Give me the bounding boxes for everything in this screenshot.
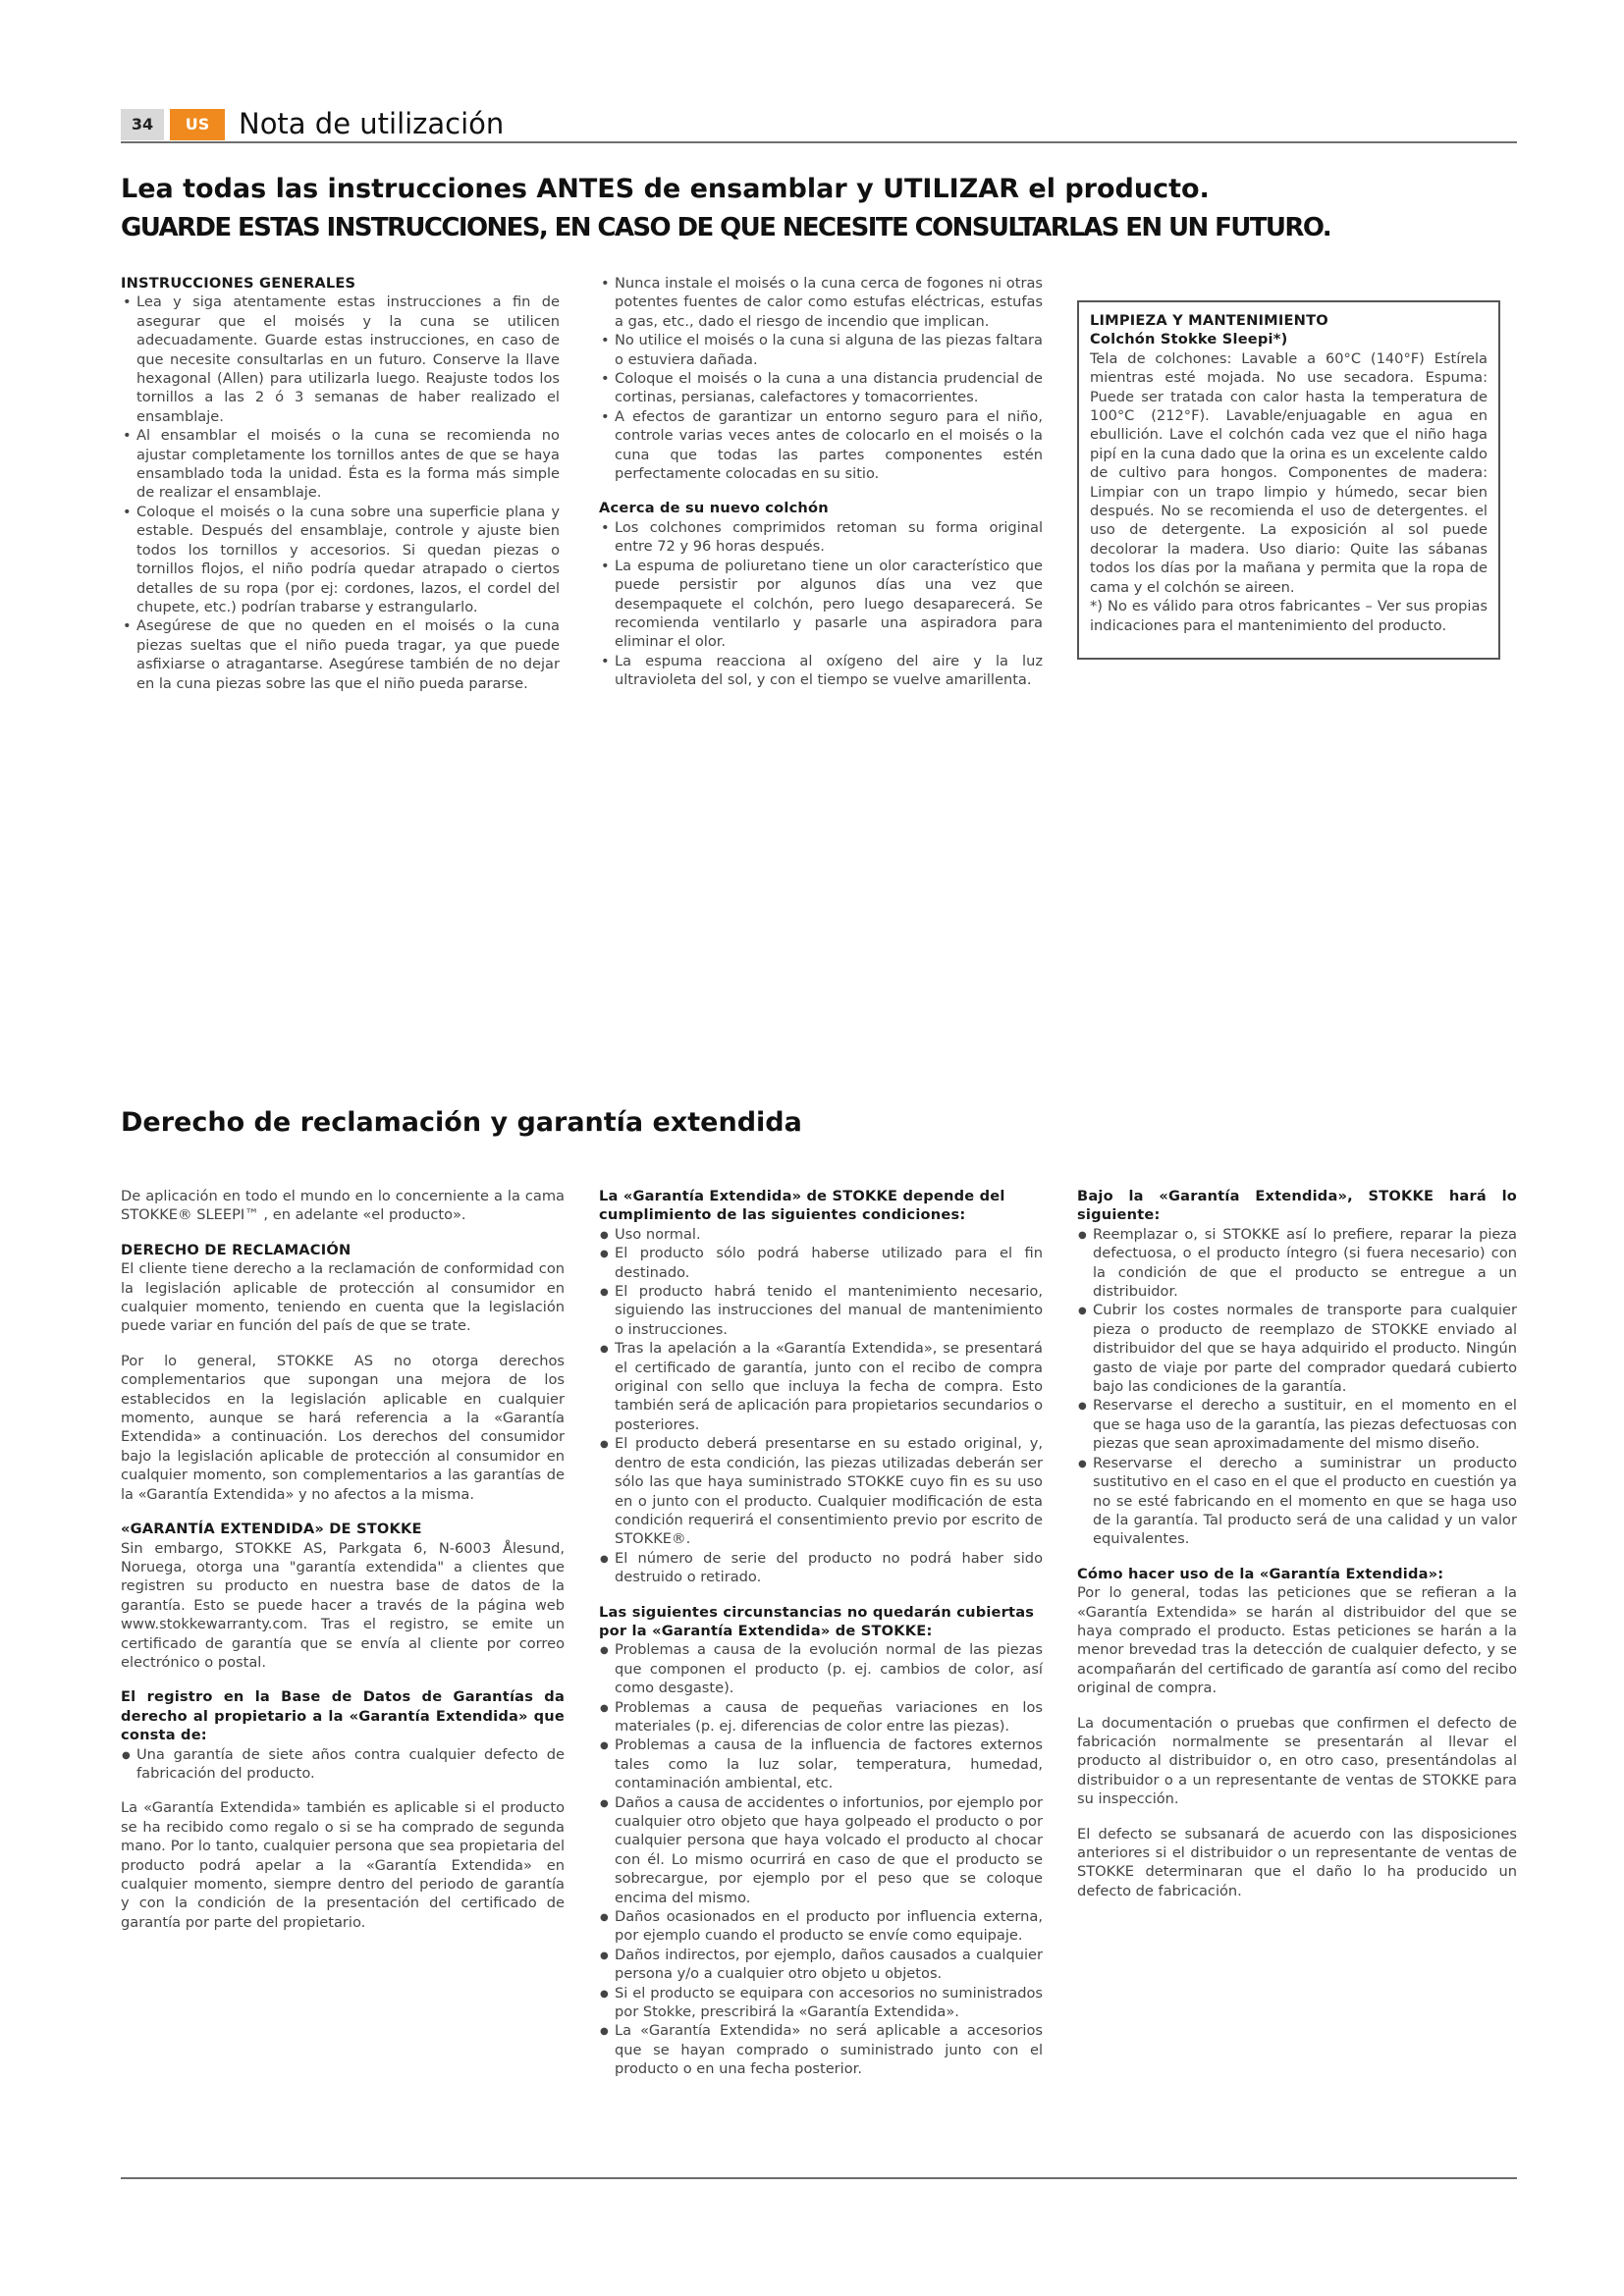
language-badge: US bbox=[170, 109, 225, 140]
claim-paragraph-2: Por lo general, STOKKE AS no otorga derechos complementarios que supongan una mejora de los establecidos en la legislación aplicable en cualquier momento, aunque se hará referencia a la «Garantía Extendida» a continuación. Los derechos del consumidor bajo la legislación aplicable de protección al consumidor en cualquier momento, son complementarios a las garantías de la «Garantía Extendida» y no afectos a la misma. bbox=[121, 1352, 565, 1503]
list-item: ● Cubrir los costes normales de transporte para cualquier pieza o producto de reemplazo de STOKKE enviado al distribuidor del que se haya adquirido el producto. Ningún gasto de viaje por parte del comprador quedará cubierto bajo las condiciones de la garantía. bbox=[1077, 1301, 1517, 1396]
list-item: • La espuma de poliuretano tiene un olor característico que puede persistir por algunos días una vez que desempaquete el colchón, pero luego desaparecerá. Se recomienda ventilarlo y pasarle una aspiradora para eliminar el olor. bbox=[599, 557, 1043, 652]
conditions-list bbox=[599, 1225, 1043, 1587]
mattress-list bbox=[599, 518, 1043, 690]
how-to-use-paragraph-2: La documentación o pruebas que confirmen el defecto de fabricación normalmente se presentarán al llevar el producto al distribuidor o, en otro caso, presentándolas al distribuidor o a un representante de ventas de STOKKE para su inspección. bbox=[1077, 1714, 1517, 1808]
list-item: • No utilice el moisés o la cuna si alguna de las piezas faltara o estuviera dañada. bbox=[599, 331, 1043, 369]
mattress-heading: Acerca de su nuevo colchón bbox=[599, 500, 829, 517]
cleaning-subheading: Colchón Stokke Sleepi*) bbox=[1090, 331, 1288, 348]
list-item: • Nunca instale el moisés o la cuna cerca de fogones ni otras potentes fuentes de calor como estufas eléctricas, estufas a gas, etc., dado el riesgo de incendio que implican. bbox=[599, 274, 1043, 331]
list-item: ● Problemas a causa de pequeñas variaciones en los materiales (p. ej. diferencias de color entre las piezas). bbox=[599, 1698, 1043, 1736]
list-item: • Coloque el moisés o la cuna a una distancia prudencial de cortinas, persianas, calefactores y tomacorrientes. bbox=[599, 369, 1043, 407]
list-item: ● Reservarse el derecho a sustituir, en el momento en el que se haga uso de la garantía, las piezas defectuosas con piezas que sean aproximadamente del mismo diseño. bbox=[1077, 1396, 1517, 1453]
claim-heading: DERECHO DE RECLAMACIÓN bbox=[121, 1241, 352, 1258]
how-to-use-paragraph-1: Por lo general, todas las peticiones que se refieran a la «Garantía Extendida» se harán al distribuidor del que se haya comprado el producto. Estas peticiones se harán a la menor brevedad tras la detección de cualquier defecto, y se acompañarán del certificado de garantía así como del recibo original de compra. bbox=[1077, 1584, 1517, 1697]
list-item: • Coloque el moisés o la cuna sobre una superficie plana y estable. Después del ensamblaje, controle y ajuste bien todos los tornillos y accesorios. Si quedan piezas o tornillos flojos, el niño podría quedar atrapado o ciertos detalles de su ropa (por ej: cordones, lazos, el cordel del chupete, etc.) podrían trabarse y estrangularlo. bbox=[121, 503, 560, 616]
instructions-column-2 bbox=[599, 274, 1043, 690]
warranty-intro: De aplicación en todo el mundo en lo concerniente a la cama STOKKE® SLEEPI™ , en adelante «el producto». bbox=[121, 1188, 565, 1224]
list-item: ● Daños ocasionados en el producto por influencia externa, por ejemplo cuando el producto se envíe como equipaje. bbox=[599, 1907, 1043, 1946]
warranty-column-3 bbox=[1077, 1187, 1517, 1900]
list-item: • A efectos de garantizar un entorno seguro para el niño, controle varias veces antes de colocarlo en el moisés o la cuna que todas las partes componentes estén perfectamente colocadas en su sitio. bbox=[599, 407, 1043, 484]
list-item: • Lea y siga atentamente estas instrucciones a fin de asegurar que el moisés y la cuna se utilicen adecuadamente. Guarde estas instrucciones, en caso de que necesite consultarlas en un futuro. Conserve la llave hexagonal (Allen) para utilizarla luego. Reajuste todos los tornillos a las 2 ó 3 semanas de haber realizado el ensamblaje. bbox=[121, 293, 560, 426]
list-item: • Asegúrese de que no queden en el moisés o la cuna piezas sueltas que el niño pueda tragar, ya que puede asfixiarse o atragantarse. Asegúrese también de no dejar en la cuna piezas sobre las que el niño pueda pararse. bbox=[121, 616, 560, 693]
registration-heading: El registro en la Base de Datos de Garantías da derecho al propietario a la «Garantía Extendida» que consta de: bbox=[121, 1688, 565, 1744]
list-item: ● Tras la apelación a la «Garantía Extendida», se presentará el certificado de garantía, junto con el recibo de compra original con sello que incluya la fecha de compra. Esto también será de aplicación para propietarios secundarios o posteriores. bbox=[599, 1339, 1043, 1434]
list-item: ● El producto deberá presentarse en su estado original, y, dentro de esta condición, las piezas utilizadas deberán ser sólo las que haya suministrado STOKKE cuyo fin es su uso en o junto con el producto. Cualquier modificación de esta condición requerirá el consentimiento previo por escrito de STOKKE®. bbox=[599, 1434, 1043, 1548]
list-item: ● Problemas a causa de la influencia de factores externos tales como la luz solar, temperatura, humedad, contaminación ambiental, etc. bbox=[599, 1735, 1043, 1792]
how-to-use-paragraph-3: El defecto se subsanará de acuerdo con las disposiciones anteriores si el distribuidor o un representante de ventas de STOKKE determinaran que el daño lo ha producido un defecto de fabricación. bbox=[1077, 1825, 1517, 1899]
header-divider bbox=[121, 141, 1517, 143]
extended-warranty-paragraph-1: Sin embargo, STOKKE AS, Parkgata 6, N-6003 Ålesund, Noruega, otorga una "garantía extendida" a clientes que registren su producto en nuestra base de datos de la garantía. Esto se puede hacer a través de la página web www.stokkewarranty.com. Tras el registro, se emite un certificado de garantía que se envía al cliente por correo electrónico o postal. bbox=[121, 1539, 565, 1671]
cleaning-heading: LIMPIEZA Y MANTENIMIENTO bbox=[1090, 312, 1328, 329]
list-item: • La espuma reacciona al oxígeno del aire y la luz ultravioleta del sol, y con el tiempo se vuelve amarillenta. bbox=[599, 652, 1043, 690]
list-item: ● Una garantía de siete años contra cualquier defecto de fabricación del producto. bbox=[121, 1745, 565, 1784]
general-instructions-heading: INSTRUCCIONES GENERALES bbox=[121, 275, 356, 292]
list-item: ● Daños indirectos, por ejemplo, daños causados a cualquier persona y/o a cualquier otro objeto u objetos. bbox=[599, 1946, 1043, 1984]
warranty-section-title: Derecho de reclamación y garantía extendida bbox=[121, 1107, 802, 1138]
list-item: ● Reservarse el derecho a suministrar un producto sustitutivo en el caso en el que el producto en cuestión ya no se esté fabricando en el momento en que se haga uso de la garantía. Tal producto será de una calidad y un valor equivalentes. bbox=[1077, 1454, 1517, 1549]
headline-warning: Lea todas las instrucciones ANTES de ensamblar y UTILIZAR el producto. bbox=[121, 174, 1210, 204]
list-item: • Al ensamblar el moisés o la cuna se recomienda no ajustar completamente los tornillos antes de que se haya ensamblado toda la unidad. Ésta es la forma más simple de realizar el ensamblaje. bbox=[121, 426, 560, 503]
cleaning-note: *) No es válido para otros fabricantes – Ver sus propias indicaciones para el mantenimiento del producto. bbox=[1090, 598, 1488, 634]
list-item: ● Daños a causa de accidentes o infortunios, por ejemplo por cualquier otro objeto que haya golpeado el producto o por cualquier persona que haya volcado el producto al chocar con él. Lo mismo ocurrirá en caso de que el producto se sobrecargue, por ejemplo por el peso que se coloque encima del mismo. bbox=[599, 1793, 1043, 1907]
list-item: ● Uso normal. bbox=[599, 1225, 1043, 1244]
list-item: ● Problemas a causa de la evolución normal de las piezas que componen el producto (p. ej. cambios de color, así como desgaste). bbox=[599, 1640, 1043, 1697]
list-item: ● Si el producto se equipara con accesorios no suministrados por Stokke, prescribirá la «Garantía Extendida». bbox=[599, 1984, 1043, 2022]
claim-paragraph-1: El cliente tiene derecho a la reclamación de conformidad con la legislación aplicable de protección al consumidor en cualquier momento, teniendo en cuenta que la legislación puede variar en función del país de que se trate. bbox=[121, 1260, 565, 1335]
stokke-obligations-heading: Bajo la «Garantía Extendida», STOKKE hará lo siguiente: bbox=[1077, 1188, 1517, 1224]
page-title: Nota de utilización bbox=[239, 107, 505, 140]
extended-warranty-paragraph-2: La «Garantía Extendida» también es aplicable si el producto se ha recibido como regalo o si se ha comprado de segunda mano. Por lo tanto, cualquier persona que sea propietaria del producto podrá apelar a la «Garantía Extendida» en cualquier momento, siempre dentro del periodo de garantía y con la condición de la presentación del certificado de garantía por parte del propietario. bbox=[121, 1799, 565, 1931]
cleaning-column bbox=[1090, 311, 1488, 635]
stokke-obligations-list bbox=[1077, 1225, 1517, 1549]
page-number: 34 bbox=[121, 109, 164, 140]
list-item: • Los colchones comprimidos retoman su forma original entre 72 y 96 horas después. bbox=[599, 518, 1043, 557]
warranty-column-2 bbox=[599, 1187, 1043, 2079]
registration-list bbox=[121, 1745, 565, 1784]
exclusions-heading: Las siguientes circunstancias no quedarán cubiertas por la «Garantía Extendida» de STOKKE: bbox=[599, 1603, 1035, 1639]
list-item: ● El número de serie del producto no podrá haber sido destruido o retirado. bbox=[599, 1549, 1043, 1587]
list-item: ● El producto sólo podrá haberse utilizado para el fin destinado. bbox=[599, 1244, 1043, 1282]
list-item: ● Reemplazar o, si STOKKE así lo prefiere, reparar la pieza defectuosa, o el producto íntegro (si fuera necesario) con la condición de que el producto se entregue a un distribuidor. bbox=[1077, 1225, 1517, 1302]
headline-keep-instructions: GUARDE ESTAS INSTRUCCIONES, EN CASO DE QUE NECESITE CONSULTARLAS EN UN FUTURO. bbox=[121, 213, 1331, 242]
list-item: ● El producto habrá tenido el mantenimiento necesario, siguiendo las instrucciones del manual de mantenimiento o instrucciones. bbox=[599, 1282, 1043, 1339]
exclusions-list bbox=[599, 1640, 1043, 2078]
list-item: ● La «Garantía Extendida» no será aplicable a accesorios que se hayan comprado o suministrado junto con el producto o en una fecha posterior. bbox=[599, 2021, 1043, 2078]
cleaning-body: Tela de colchones: Lavable a 60°C (140°F) Estírela mientras esté mojada. No use secadora. Espuma: Puede ser tratada con calor hasta la temperatura de 100°C (212°F). Lavable/enjuagable en agua en ebullición. Lave el colchón cada vez que el niño haga pipí en la cuna dado que la orina es un excelente caldo de cultivo para hongos. Componentes de madera: Limpiar con un trapo limpio y húmedo, secar bien después. No se recomienda el uso de detergentes. el uso de detergente. La exposición al sol puede decolorar la madera. Uso diario: Quite las sábanas todos los días por la mañana y permita que la ropa de cama y el colchón se aireen. bbox=[1090, 349, 1488, 596]
extended-warranty-heading: «GARANTÍA EXTENDIDA» DE STOKKE bbox=[121, 1521, 422, 1538]
general-instructions-list-2 bbox=[599, 274, 1043, 483]
how-to-use-heading: Cómo hacer uso de la «Garantía Extendida»: bbox=[1077, 1565, 1444, 1582]
general-instructions-list bbox=[121, 293, 560, 693]
general-instructions-column bbox=[121, 274, 560, 693]
footer-divider bbox=[121, 2177, 1517, 2179]
conditions-heading: La «Garantía Extendida» de STOKKE depende del cumplimiento de las siguientes condiciones: bbox=[599, 1188, 1005, 1224]
warranty-column-1 bbox=[121, 1187, 565, 1932]
